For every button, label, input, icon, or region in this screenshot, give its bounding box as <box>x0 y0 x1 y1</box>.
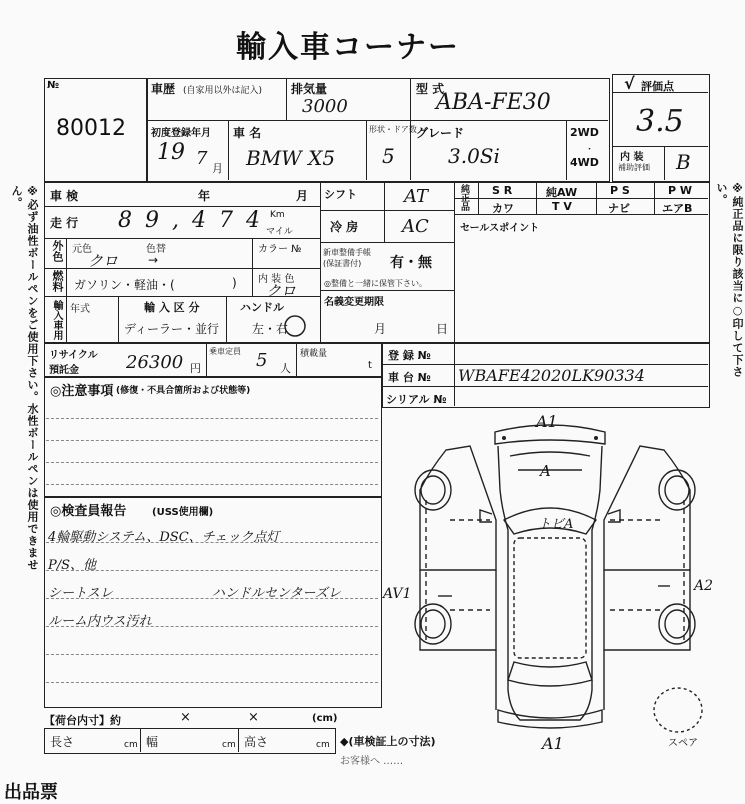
score-value: 3.5 <box>636 104 684 139</box>
handle-circle-mark <box>283 314 307 338</box>
equip-ps: P S <box>610 184 630 197</box>
fuel-paren: ) <box>232 276 237 290</box>
mark-a1-bottom: A1 <box>542 734 564 753</box>
equip-label: 純正品 <box>459 184 469 211</box>
handle-label: ハンドル <box>240 301 284 314</box>
name-change-day: 日 <box>436 322 449 336</box>
lot-number: 80012 <box>56 116 126 141</box>
car-name-label: 車 名 <box>233 126 262 140</box>
interior-value: B <box>676 150 691 174</box>
orig-color-label: 元色 <box>72 244 92 255</box>
width-label: 幅 <box>146 735 159 749</box>
interior-sub: 補助評価 <box>618 163 650 172</box>
grade-value: 3.0Si <box>448 144 500 168</box>
inspection-year: 年 <box>198 189 211 203</box>
equip-tv: T V <box>552 200 572 213</box>
handle-value: 左・右 <box>252 322 289 336</box>
dimension-box <box>44 728 336 754</box>
load-label: 積載量 <box>300 349 328 359</box>
sales-point-label: セールスポイント <box>460 223 540 234</box>
color-change-label: 色替 <box>146 244 166 255</box>
first-reg-unit: 月 <box>212 162 223 175</box>
history-label: 車歴 <box>151 82 176 96</box>
drive-4wd: 4WD <box>570 156 599 169</box>
ac-value: AC <box>402 216 429 237</box>
cargo-x1: × <box>180 710 191 725</box>
interior-color-label: 内 装 色 <box>258 274 295 285</box>
cargo-x2: × <box>248 710 259 725</box>
equip-kawa: カワ <box>492 202 514 215</box>
inspector-right-note: ハンドルセンターズレ <box>212 586 341 601</box>
import-label: 輸入車用 <box>51 300 62 340</box>
height-label: 高さ <box>244 735 269 749</box>
interior-color-value: クロ <box>266 282 297 300</box>
capacity-label: 乗車定員 <box>209 347 241 356</box>
doors-value: 5 <box>382 144 395 168</box>
first-reg-year: 19 <box>157 140 185 165</box>
ac-label: 冷 房 <box>330 220 359 234</box>
cargo-label: 【荷台内寸】約 <box>44 714 121 727</box>
equip-navi: ナビ <box>608 202 630 215</box>
length-label: 長さ <box>50 735 75 749</box>
color-arrow: → <box>148 253 159 267</box>
name-change-month: 月 <box>374 322 387 336</box>
dimension-label: ◆(車検証上の寸法) <box>340 735 436 748</box>
notes-label: ◎注意事項 <box>50 384 114 399</box>
mark-tobia: トビA <box>538 517 574 532</box>
color-label: 外色 <box>51 240 64 262</box>
mileage-label: 走 行 <box>50 216 79 230</box>
spare-label: スペア <box>668 738 698 749</box>
import-class-value: ディーラー・並行 <box>124 322 220 336</box>
inspector-sub: (USS使用欄) <box>152 507 214 518</box>
score-label: 評価点 <box>641 80 674 93</box>
model-label: 型 式 <box>416 82 445 96</box>
page-title: 輸入車コーナー <box>236 30 460 65</box>
first-reg-month: 7 <box>196 148 208 169</box>
recycle-value: 26300 <box>126 352 184 373</box>
shift-label: シフト <box>324 188 357 201</box>
reg-no-label: 登 録 № <box>388 349 431 362</box>
history-note: (自家用以外は記入) <box>183 86 263 96</box>
import-year-label: 年式 <box>70 304 90 315</box>
displacement-value: 3000 <box>302 96 348 117</box>
inspection-label: 車 検 <box>50 189 79 203</box>
equip-sr: S R <box>492 184 513 197</box>
recycle-label: リサイクル 預託金 <box>49 350 98 376</box>
left-side-notice: ※必ず油性ボールペンをご使用下さい。水性ボールペンは使用できません。 <box>10 185 39 571</box>
grade-label: グレード <box>416 126 465 140</box>
shift-value: AT <box>404 186 429 207</box>
manual-label: 新車整備手帳 (保証書付) <box>323 248 371 268</box>
inspection-month: 月 <box>296 189 309 203</box>
inspector-line-3: シートスレ <box>48 586 113 601</box>
footer-label: 出品票 <box>4 782 58 803</box>
inspector-label: ◎検査員報告 <box>50 504 127 519</box>
manual-note: ◎整備と一緒に保管下さい。 <box>324 279 427 288</box>
grade-check: √ <box>624 74 635 93</box>
load-unit: t <box>368 360 372 371</box>
equip-aw: 純AW <box>546 186 578 199</box>
color-no-label: カラー № <box>258 244 302 255</box>
length-cm: cm <box>124 740 138 750</box>
inspector-line-4: ルーム内ウス汚れ <box>48 614 152 629</box>
inspector-line-1: 4輪駆動システム、DSC、チェック点灯 <box>48 530 280 545</box>
mark-a2: A2 <box>694 578 714 594</box>
interior-label: 内 装 <box>620 152 644 163</box>
fuel-value: ガソリン・軽油・( <box>74 278 175 292</box>
car-diagram <box>400 410 710 750</box>
manual-value: 有・無 <box>390 255 432 271</box>
km-label: Km <box>270 210 285 220</box>
chassis-value: WBAFE42020LK90334 <box>458 366 645 385</box>
name-change-label: 名義変更期限 <box>324 297 384 308</box>
color-value: クロ <box>88 252 119 270</box>
car-name-value: BMW X5 <box>246 146 336 170</box>
chassis-label: 車 台 № <box>388 371 431 384</box>
inspector-line-2: P/S、他 <box>48 558 97 573</box>
height-cm: cm <box>316 740 330 750</box>
mark-av1: AV1 <box>383 586 412 602</box>
capacity-value: 5 <box>256 350 268 371</box>
notes-sub: (修復・不具合箇所および状態等) <box>116 386 251 396</box>
model-value: ABA-FE30 <box>436 90 551 115</box>
displacement-label: 排気量 <box>291 82 328 96</box>
serial-label: シリアル № <box>386 393 447 406</box>
recycle-unit: 円 <box>190 362 201 375</box>
mark-a-hood: A <box>540 462 551 480</box>
fuel-label: 燃料 <box>51 270 64 292</box>
doors-label: 形状・ドア数 <box>369 125 417 134</box>
cargo-unit: (cm) <box>312 713 338 724</box>
width-cm: cm <box>222 740 236 750</box>
equip-airbag: エアB <box>662 202 693 215</box>
import-class-label: 輸 入 区 分 <box>144 301 200 314</box>
bottom-note: お客様へ …… <box>340 756 404 767</box>
no-label: № <box>47 80 60 91</box>
capacity-unit: 人 <box>280 362 291 375</box>
mileage-value: 8 9 , 4 7 4 <box>118 208 263 233</box>
first-reg-label: 初度登録年月 <box>151 128 211 139</box>
mark-a1-top: A1 <box>536 412 558 431</box>
equip-pw: P W <box>668 184 693 197</box>
drive-2wd: 2WD <box>570 126 599 139</box>
mile-label: マイル <box>266 227 293 237</box>
right-side-notice: ※純正品に限り該当に○印して下さい。 <box>715 182 744 378</box>
